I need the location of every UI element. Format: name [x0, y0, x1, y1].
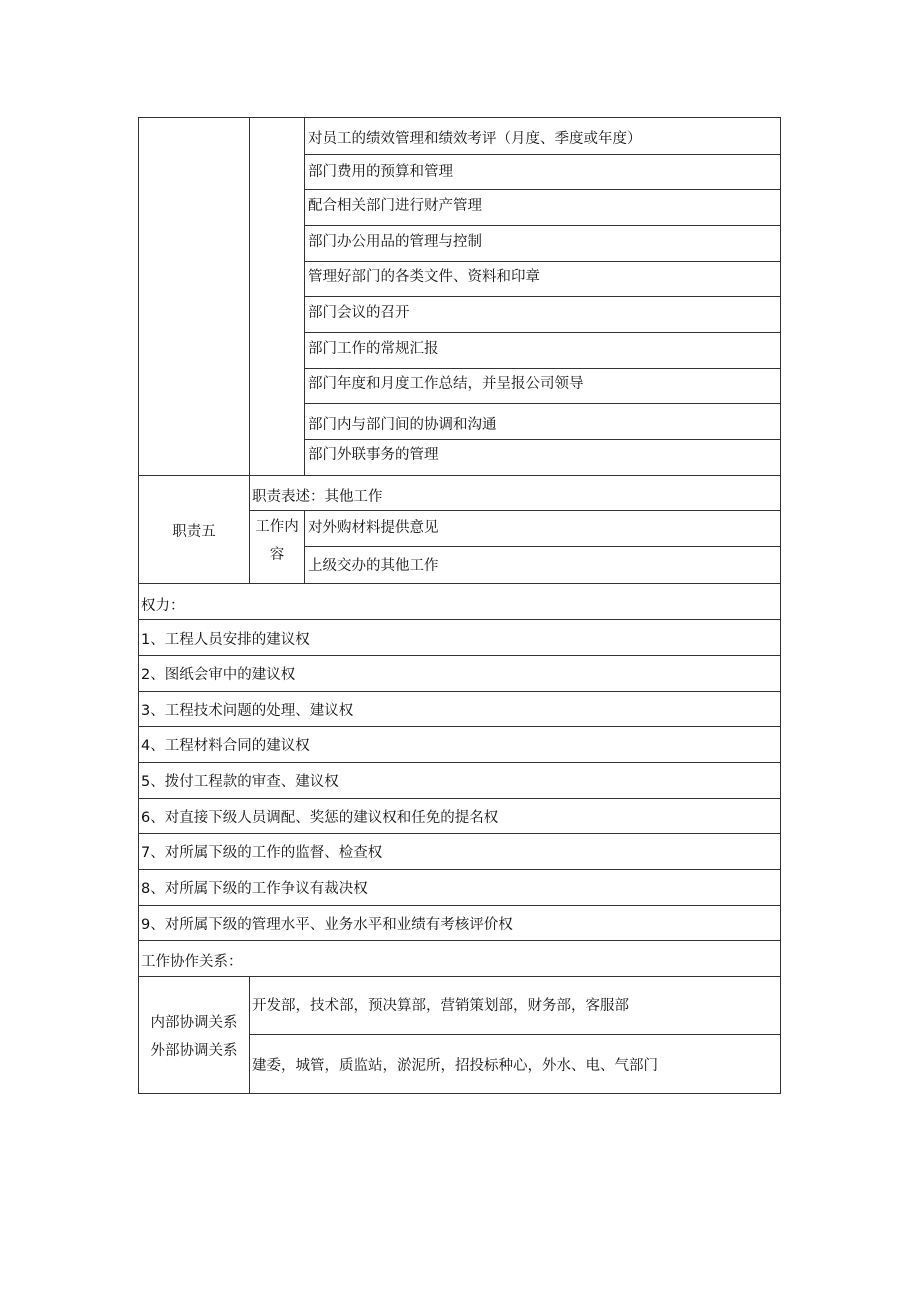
cooperation-heading: 工作协作关系：: [141, 954, 243, 970]
col-divider-1: [249, 118, 250, 583]
row-divider: [139, 976, 781, 977]
authority-item: 1、工程人员安排的建议权: [141, 632, 310, 648]
duty-four-item: 部门费用的预算和管理: [308, 164, 453, 180]
authority-item: 5、拨付工程款的审查、建议权: [141, 774, 339, 790]
duty-four-item: 对员工的绩效管理和绩效考评（月度、季度或年度）: [308, 131, 642, 147]
authority-item: 7、对所属下级的工作的监督、检查权: [141, 845, 383, 861]
row-divider: [139, 940, 781, 941]
row-divider: [139, 655, 781, 656]
row-divider: [139, 762, 781, 763]
row-divider: [304, 368, 781, 369]
row-divider: [304, 546, 781, 547]
row-divider: [139, 833, 781, 834]
duty-four-item: 部门工作的常规汇报: [308, 341, 439, 357]
row-divider: [249, 510, 781, 511]
col-divider-coop: [249, 976, 250, 1094]
authority-item: 2、图纸会审中的建议权: [141, 667, 296, 683]
work-content-label-line1: 工作内: [255, 519, 299, 535]
row-divider: [304, 225, 781, 226]
duty-four-item: 部门办公用品的管理与控制: [308, 234, 482, 250]
duty-four-item: 部门年度和月度工作总结，并呈报公司领导: [308, 376, 584, 392]
duty-four-item: 管理好部门的各类文件、资料和印章: [308, 269, 540, 285]
authority-item: 6、对直接下级人员调配、奖惩的建议权和任免的提名权: [141, 810, 499, 826]
row-divider: [304, 189, 781, 190]
authority-item: 8、对所属下级的工作争议有裁决权: [141, 881, 368, 897]
row-divider: [139, 691, 781, 692]
row-divider: [304, 332, 781, 333]
row-divider: [139, 619, 781, 620]
authority-item: 9、对所属下级的管理水平、业务水平和业绩有考核评价权: [141, 917, 513, 933]
row-divider: [304, 403, 781, 404]
row-divider: [304, 439, 781, 440]
internal-coordination-label: 内部协调关系: [150, 1015, 238, 1031]
authority-item: 4、工程材料合同的建议权: [141, 738, 310, 754]
duty-four-item: 配合相关部门进行财产管理: [308, 198, 482, 214]
row-divider: [304, 154, 781, 155]
work-content-label-line2: 容: [269, 547, 285, 563]
external-coordination-value: 建委，城管，质监站，淤泥所，招投标种心，外水、电、气部门: [252, 1058, 658, 1074]
internal-coordination-value: 开发部，技术部，预决算部，营销策划部，财务部，客服部: [252, 998, 629, 1014]
duty-five-label: 职责五: [172, 524, 216, 540]
row-divider: [139, 583, 781, 584]
row-divider: [304, 296, 781, 297]
duty-five-description: 职责表述：其他工作: [252, 489, 383, 505]
row-divider: [249, 1034, 781, 1035]
row-divider: [139, 475, 781, 476]
duty-five-item: 上级交办的其他工作: [308, 558, 439, 574]
row-divider: [304, 261, 781, 262]
authority-item: 3、工程技术问题的处理、建议权: [141, 703, 354, 719]
duty-four-item: 部门会议的召开: [308, 305, 410, 321]
row-divider: [139, 798, 781, 799]
duty-four-item: 部门内与部门间的协调和沟通: [308, 417, 497, 433]
authority-heading: 权力：: [141, 598, 185, 614]
duty-five-item: 对外购材料提供意见: [308, 520, 439, 536]
row-divider: [139, 726, 781, 727]
row-divider: [139, 869, 781, 870]
external-coordination-label: 外部协调关系: [150, 1043, 238, 1059]
row-divider: [139, 905, 781, 906]
job-description-table: [138, 117, 781, 1094]
duty-four-item: 部门外联事务的管理: [308, 447, 439, 463]
